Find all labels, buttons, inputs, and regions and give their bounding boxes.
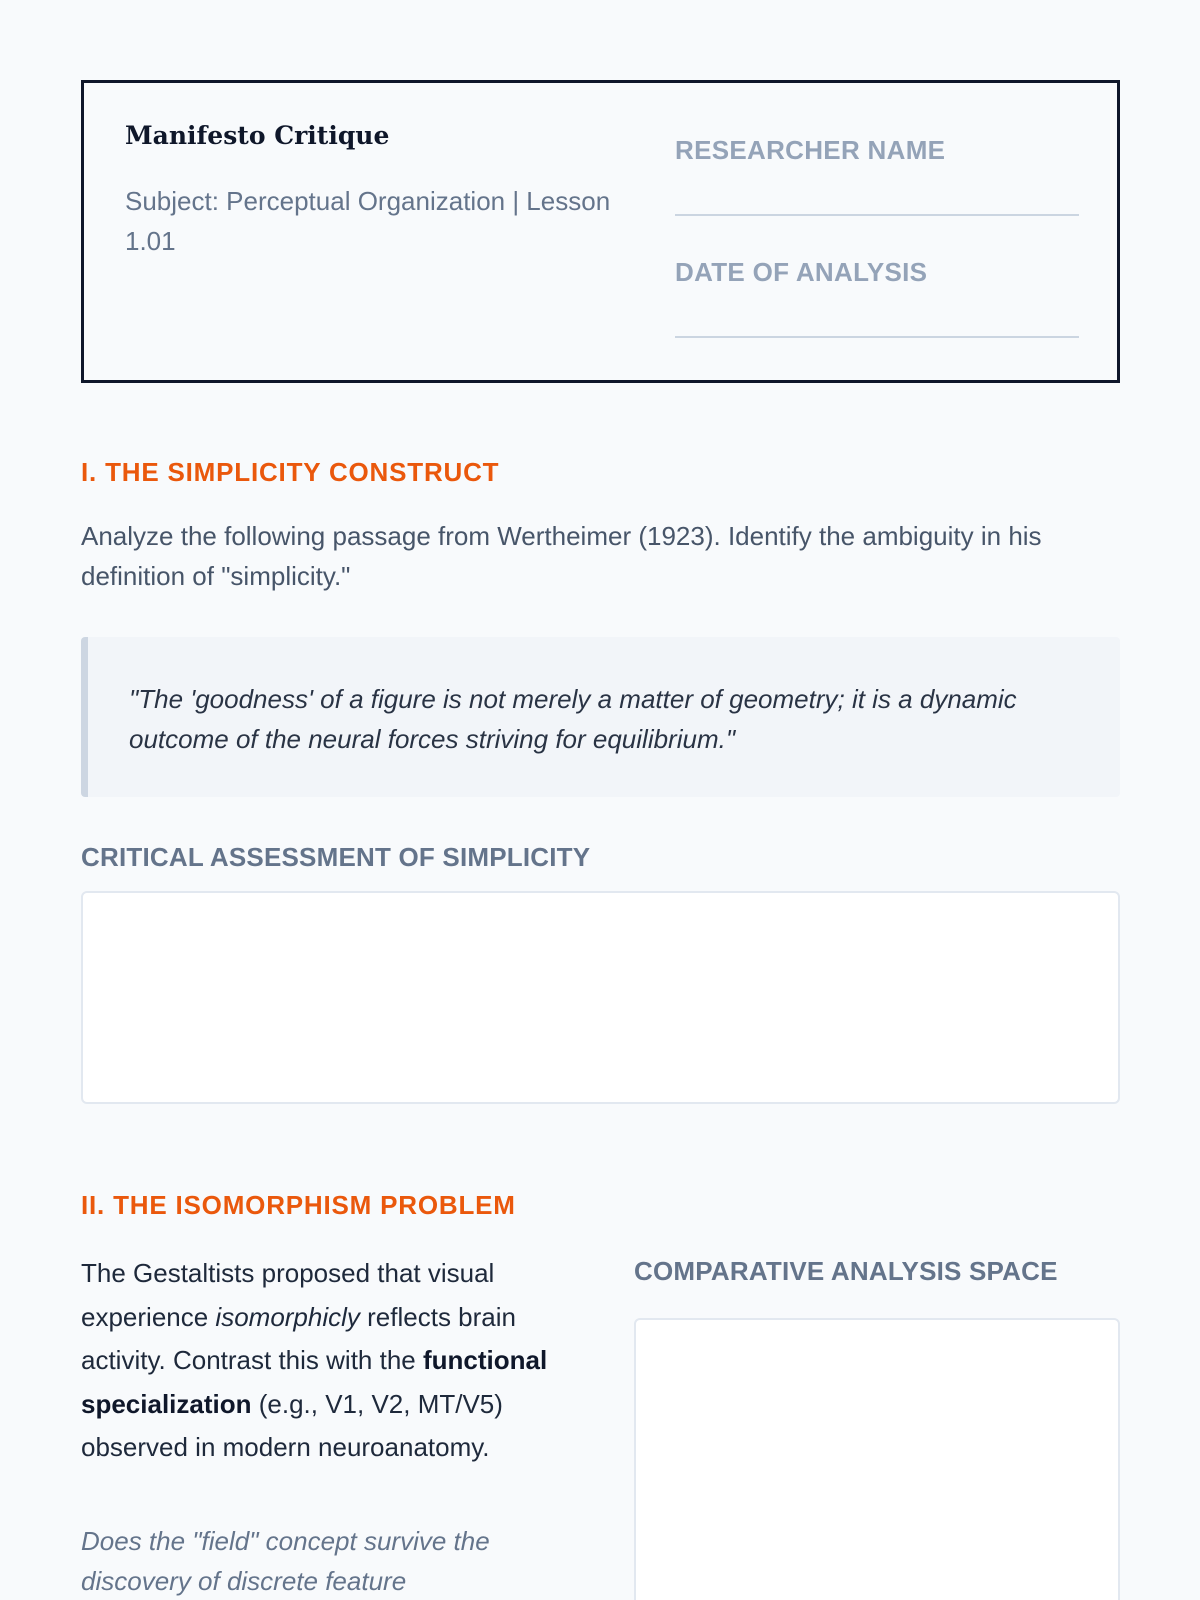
researcher-name-field	[675, 135, 1079, 216]
document-title: Manifesto Critique	[125, 121, 390, 150]
researcher-name-input[interactable]	[675, 172, 1079, 216]
isomorphism-text-part2: reflects brain activity. Contrast this with the	[81, 1301, 516, 1375]
isomorphism-text-part1: The Gestaltists proposed that visual experience	[81, 1258, 495, 1332]
isomorphism-text	[81, 1252, 581, 1470]
wertheimer-quote: "The 'goodness' of a figure is not merely a matter of geometry; it is a dynamic outcome of the neural forces striving for equilibrium."	[81, 637, 1120, 797]
isomorphism-text-strong: functional specialization	[81, 1345, 548, 1419]
date-of-analysis-input[interactable]	[675, 294, 1079, 338]
worksheet-page	[81, 80, 1120, 1596]
section-1-intro: Analyze the following passage from Wertheimer (1923). Identify the ambiguity in his definition of "simplicity."	[81, 521, 1042, 591]
researcher-name-label: RESEARCHER NAME	[675, 135, 946, 165]
comparative-analysis-label: COMPARATIVE ANALYSIS SPACE	[634, 1256, 1058, 1286]
assessment-label: CRITICAL ASSESSMENT OF SIMPLICITY	[81, 842, 591, 872]
header-card	[81, 80, 1120, 383]
document-subtitle: Subject: Perceptual Organization | Lesson 1.01	[125, 186, 611, 256]
isomorphism-question: Does the "field" concept survive the discovery of discrete feature	[81, 1526, 490, 1596]
section-1-title: I. THE SIMPLICITY CONSTRUCT	[81, 457, 500, 487]
isomorphism-text-part3: (e.g., V1, V2, MT/V5) observed in modern neuroanatomy.	[81, 1388, 503, 1462]
isomorphism-text-emphasis: isomorphicly	[215, 1301, 360, 1332]
date-of-analysis-field	[675, 257, 1079, 338]
section-2-title: II. THE ISOMORPHISM PROBLEM	[81, 1190, 516, 1220]
date-of-analysis-label: DATE OF ANALYSIS	[675, 257, 928, 287]
assessment-textarea[interactable]	[81, 891, 1120, 1104]
comparative-analysis-textarea[interactable]	[634, 1318, 1120, 1600]
